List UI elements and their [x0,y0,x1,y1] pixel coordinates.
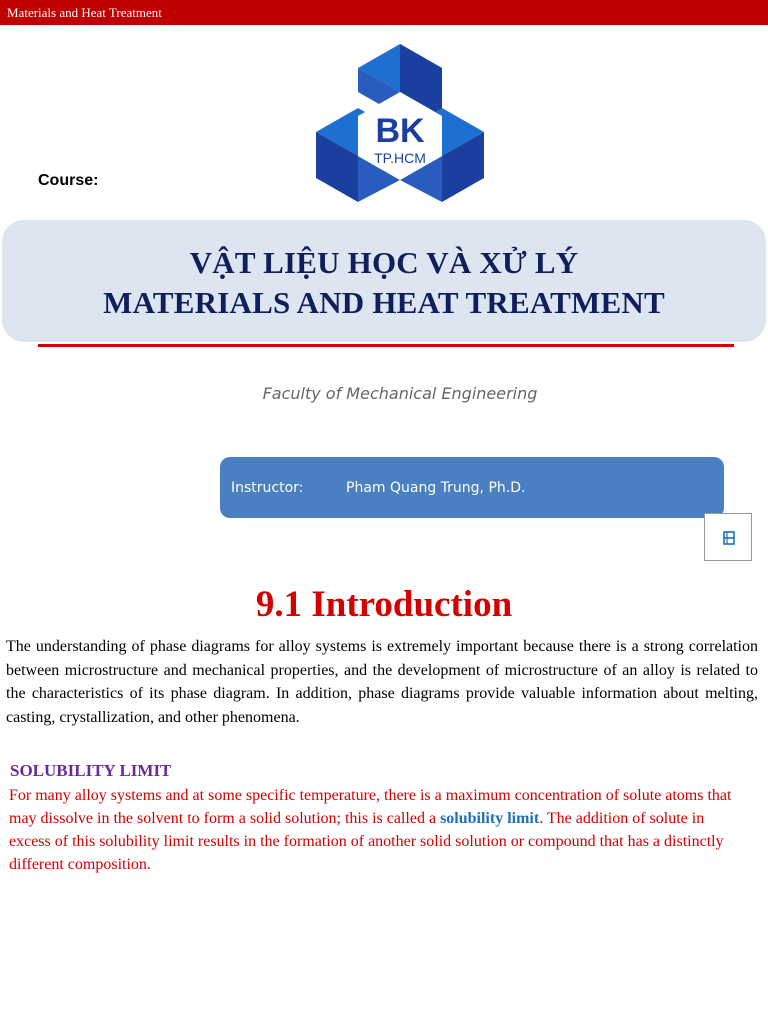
university-logo [315,42,485,214]
header-bar [0,0,768,25]
logo-text-sub: TP.HCM [374,150,426,166]
instructor-name: Pham Quang Trung, Ph.D. [346,480,526,496]
course-title-english: MATERIALS AND HEAT TREATMENT [103,285,665,320]
slide-icon [723,531,735,545]
solubility-text-before: For many alloy systems and at some specific temperature, there is a maximum concentration of solute atoms that may dissolve in the solvent to form a solid solution; this is called a [9,787,732,827]
slide-navigation-button[interactable] [704,513,752,561]
course-label: Course: [38,172,99,189]
title-divider [38,344,734,347]
course-title-vietnamese: VẬT LIỆU HỌC VÀ XỬ LÝ [189,245,579,280]
title-box [2,220,766,342]
faculty-name: Faculty of Mechanical Engineering [262,384,538,403]
logo-text-main: BK [375,112,425,150]
solubility-term: solubility limit [440,810,540,827]
solubility-paragraph [9,784,745,876]
section-heading: 9.1 Introduction [255,584,513,625]
instructor-label: Instructor: [231,480,304,496]
header-title: Materials and Heat Treatment [7,5,162,20]
solubility-heading: SOLUBILITY LIMIT [10,761,172,780]
solubility-text-after: . The addition of solute in excess of this solubility limit results in the formation of another solid solution or compound that has a distinctly different composition. [9,810,724,873]
instructor-box [220,457,724,518]
intro-paragraph: The understanding of phase diagrams for alloy systems is extremely important because there is a strong correlation between microstructure and mechanical properties, and the development of microstructure of an alloy is related to the characteristics of its phase diagram. In addition, phase diagrams provide valuable information about melting, casting, crystallization, and other phenomena. [6,638,758,726]
